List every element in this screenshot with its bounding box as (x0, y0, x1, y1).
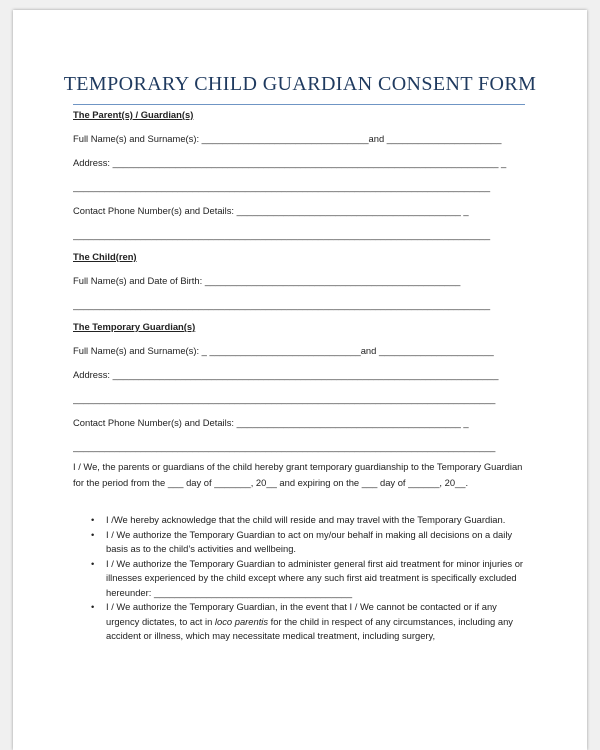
guardian-contact-line-2[interactable]: _________________________________________________________________________________ (73, 441, 496, 452)
grant-paragraph: I / We, the parents or guardians of the child hereby grant temporary guardianship to the Temporary Guardian for the period from the ___ day of _______, 20__ and expiring on the ___ day of ______, 20__. (73, 461, 523, 488)
section-heading-temp-guardian: The Temporary Guardian(s) (73, 321, 196, 332)
parents-contact-line-2[interactable]: ________________________________________________________________________________ (73, 229, 491, 240)
guardian-contact-field[interactable]: Contact Phone Number(s) and Details: ___________________________________________ _ (73, 417, 469, 428)
parents-full-name-field[interactable]: Full Name(s) and Surname(s): ________________________________and ______________________ (73, 133, 502, 144)
consent-bullet-list (91, 513, 531, 644)
guardian-full-name-field[interactable]: Full Name(s) and Surname(s): _ _____________________________and ______________________ (73, 345, 494, 356)
parents-address-field[interactable]: Address: __________________________________________________________________________ _ (73, 157, 507, 168)
list-item: • I /We hereby acknowledge that the child will reside and may travel with the Temporary Guardian. (91, 513, 531, 528)
section-heading-child: The Child(ren) (73, 251, 137, 262)
child-name-dob-field[interactable]: Full Name(s) and Date of Birth: _________________________________________________ (73, 275, 461, 286)
parents-contact-field[interactable]: Contact Phone Number(s) and Details: ___________________________________________ _ (73, 205, 469, 216)
parents-address-line-2[interactable]: ________________________________________________________________________________ (73, 181, 491, 192)
guardian-address-line-2[interactable]: _________________________________________________________________________________ (73, 393, 496, 404)
title-divider (73, 104, 525, 105)
bullet-text-italic: loco parentis (214, 615, 269, 627)
guardian-address-field[interactable]: Address: __________________________________________________________________________ (73, 369, 499, 380)
section-heading-parents: The Parent(s) / Guardian(s) (73, 109, 194, 120)
document-page (13, 10, 587, 750)
bullet-text-after: for the child in respect of any circumstances, including any accident or illness, which may necessitate medical treatment, including surgery, (106, 615, 513, 641)
list-item (91, 600, 531, 644)
list-item: • I / We authorize the Temporary Guardian to act on my/our behalf in making all decisions on a daily basis as to the child’s activities and wellbeing. (91, 528, 531, 557)
bullet-text-before: I / We authorize the Temporary Guardian, in the event that I / We cannot be contacted or if any urgency dictates, to act in (106, 601, 497, 627)
form-title: TEMPORARY CHILD GUARDIAN CONSENT FORM (63, 73, 537, 95)
child-name-dob-line-2[interactable]: ________________________________________________________________________________ (73, 299, 491, 310)
list-item: • I / We authorize the Temporary Guardian to administer general first aid treatment for minor injuries or illnesses experienced by the child except where any such first aid treatment is specifically excluded hereunder: ______________________________________ (91, 557, 531, 601)
